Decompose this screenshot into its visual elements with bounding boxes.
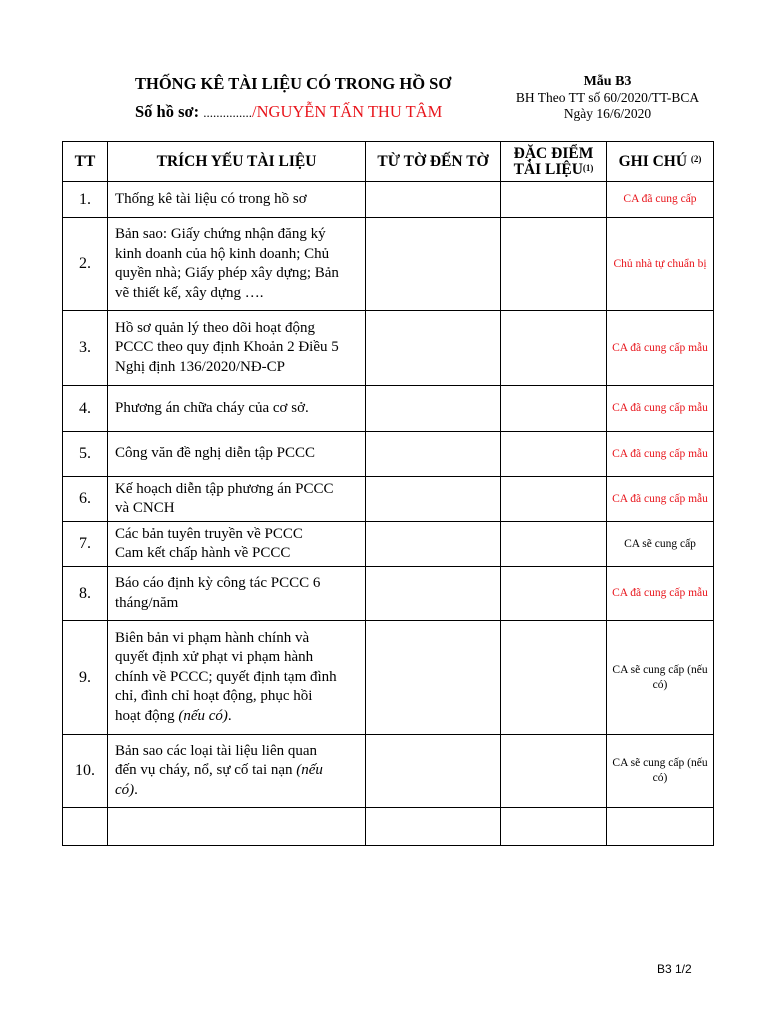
document-line-tail: . [134, 781, 138, 798]
page-range-cell [366, 567, 501, 621]
document-feature-cell [501, 386, 607, 432]
table-row [63, 621, 714, 735]
document-summary-text [108, 525, 365, 564]
form-code: Mẫu B3 [583, 74, 632, 89]
page-range-cell [366, 182, 501, 218]
form-date: Ngày 16/6/2020 [563, 106, 652, 121]
row-number: 1. [63, 182, 108, 218]
file-number-slash: / [252, 102, 257, 121]
document-line: Bản sao: Giấy chứng nhận đăng ký [115, 226, 326, 242]
document-feature-cell [501, 218, 607, 311]
page-range-cell [366, 386, 501, 432]
document-summary-text [108, 399, 365, 419]
document-line: Thống kê tài liệu có trong hồ sơ [115, 190, 307, 207]
row-number: 5. [63, 432, 108, 477]
document-line: kinh doanh của hộ kinh doanh; Chủ [115, 245, 330, 262]
document-summary [108, 567, 366, 621]
document-feature-cell [501, 522, 607, 567]
document-line: PCCC theo quy định Khoản 2 Điều 5 [115, 339, 339, 356]
document-feature-cell [501, 567, 607, 621]
note-cell: CA đã cung cấp mẫu [607, 386, 714, 432]
file-number-line [135, 102, 442, 122]
row-number: 10. [63, 735, 108, 808]
document-summary [108, 386, 366, 432]
document-feature-cell [501, 621, 607, 735]
header-note-label: GHI CHÚ [618, 153, 688, 170]
document-italic-note: (nếu [296, 762, 323, 779]
page-range-cell [366, 522, 501, 567]
table-row [63, 218, 714, 311]
note-cell: CA sẽ cung cấp (nếu có) [607, 621, 714, 735]
document-feature-cell [501, 477, 607, 522]
row-number: 3. [63, 311, 108, 386]
document-line: Biên bản vi phạm hành chính và [115, 629, 310, 646]
form-basis: BH Theo TT số 60/2020/TT-BCA [515, 90, 700, 105]
row-number [63, 808, 108, 846]
document-summary [108, 808, 366, 846]
table-row [63, 735, 714, 808]
page-range-cell [366, 311, 501, 386]
document-feature-cell [501, 311, 607, 386]
document-feature-cell [501, 182, 607, 218]
table-row [63, 386, 714, 432]
row-number: 6. [63, 477, 108, 522]
note-cell [607, 808, 714, 846]
document-line: và CNCH [115, 500, 175, 516]
document-italic-note: (nếu có) [178, 707, 228, 724]
page-range-cell [366, 218, 501, 311]
document-summary [108, 182, 366, 218]
row-number: 4. [63, 386, 108, 432]
note-cell: CA đã cung cấp mẫu [607, 432, 714, 477]
note-cell: CA đã cung cấp mẫu [607, 311, 714, 386]
header-feature-sup: (1) [582, 162, 594, 173]
table-row [63, 432, 714, 477]
row-number: 9. [63, 621, 108, 735]
document-feature-cell [501, 432, 607, 477]
header-range: TỪ TỜ ĐẾN TỜ [366, 142, 501, 182]
document-line: Công văn đề nghị diễn tập PCCC [115, 445, 315, 462]
note-cell: CA sẽ cung cấp (nếu có) [607, 735, 714, 808]
document-summary-text: Biên bản vi phạm hành chính và quyết định xử phạt vi phạm hành chính về PCCC; quyết định tạm đình chỉ, đình chỉ hoạt động, phục hồi hoạt động (nếu có). [115, 629, 337, 724]
document-line: tháng/năm [115, 594, 179, 611]
table-row [63, 522, 714, 567]
document-line: Nghị định 136/2020/NĐ-CP [115, 358, 286, 375]
document-line: Bản sao các loại tài liệu liên quan [115, 742, 318, 759]
header-doc: TRÍCH YẾU TÀI LIỆU [108, 142, 366, 182]
header-feature-line2: TÀI LIỆU [513, 160, 583, 178]
note-cell: CA đã cung cấp [607, 182, 714, 218]
table-row [63, 567, 714, 621]
document-summary [108, 218, 366, 311]
page-range-cell [366, 477, 501, 522]
document-line: quyền nhà; Giấy phép xây dựng; Bản [115, 265, 339, 281]
document-table [62, 141, 714, 846]
document-feature-cell [501, 735, 607, 808]
document-line: vẽ thiết kế, xây dựng …. [115, 284, 264, 301]
document-line: Kế hoạch diễn tập phương án PCCC [115, 480, 334, 497]
row-number: 8. [63, 567, 108, 621]
note-cell: CA đã cung cấp mẫu [607, 477, 714, 522]
document-summary-text [108, 444, 365, 464]
document-line: Báo cáo định kỳ công tác PCCC 6 [115, 575, 321, 591]
document-summary [108, 311, 366, 386]
document-line: quyết định xử phạt vi phạm hành [115, 649, 314, 666]
document-summary [108, 477, 366, 522]
page-range-cell [366, 735, 501, 808]
table-row [63, 182, 714, 218]
document-line: hoạt động [115, 707, 175, 724]
document-summary [108, 621, 366, 735]
document-summary [108, 432, 366, 477]
note-cell: CA sẽ cung cấp [607, 522, 714, 567]
document-feature-cell [501, 808, 607, 846]
table-row [63, 808, 714, 846]
row-number: 7. [63, 522, 108, 567]
table-row [63, 311, 714, 386]
header-tt: TT [63, 142, 108, 182]
note-cell: CA đã cung cấp mẫu [607, 567, 714, 621]
document-summary [108, 735, 366, 808]
form-reference [500, 74, 715, 122]
page-range-cell [366, 432, 501, 477]
document-line: chính về PCCC; quyết định tạm đình [115, 668, 337, 685]
header-feature-line1: ĐẶC ĐIỂM [513, 144, 594, 162]
page-range-cell [366, 808, 501, 846]
document-line: Phương án chữa cháy của cơ sở. [115, 399, 309, 416]
header-feature [501, 142, 607, 182]
table-row [63, 477, 714, 522]
document-summary-text [108, 190, 365, 210]
page-number: B3 1/2 [657, 962, 692, 976]
document-line: đến vụ cháy, nổ, sự cố tai nạn [115, 762, 293, 779]
header-note [607, 142, 714, 182]
document-line: Các bản tuyên truyền về PCCC [115, 525, 303, 542]
document-summary-text [108, 319, 365, 378]
table-header-row [63, 142, 714, 182]
document-summary-text [108, 480, 365, 519]
document-line: chỉ, đình chỉ hoạt động, phục hồi [115, 688, 313, 705]
file-number-label: Số hồ sơ: [135, 102, 200, 121]
document-summary-text [108, 742, 365, 801]
document-summary-text [108, 225, 365, 303]
file-number-dots: ............... [203, 105, 253, 120]
document-italic-note: có) [115, 781, 135, 798]
document-summary [108, 522, 366, 567]
document-summary-text [108, 574, 365, 613]
document-title: THỐNG KÊ TÀI LIỆU CÓ TRONG HỒ SƠ [135, 74, 452, 93]
page-range-cell [366, 621, 501, 735]
document-line: Hồ sơ quản lý theo dõi hoạt động [115, 319, 315, 336]
row-number: 2. [63, 218, 108, 311]
owner-name: NGUYỄN TẤN THU TÂM [256, 102, 443, 121]
note-cell: Chủ nhà tự chuẩn bị [607, 218, 714, 311]
header-note-sup: (2) [690, 154, 702, 164]
document-line: Cam kết chấp hành về PCCC [115, 545, 291, 561]
